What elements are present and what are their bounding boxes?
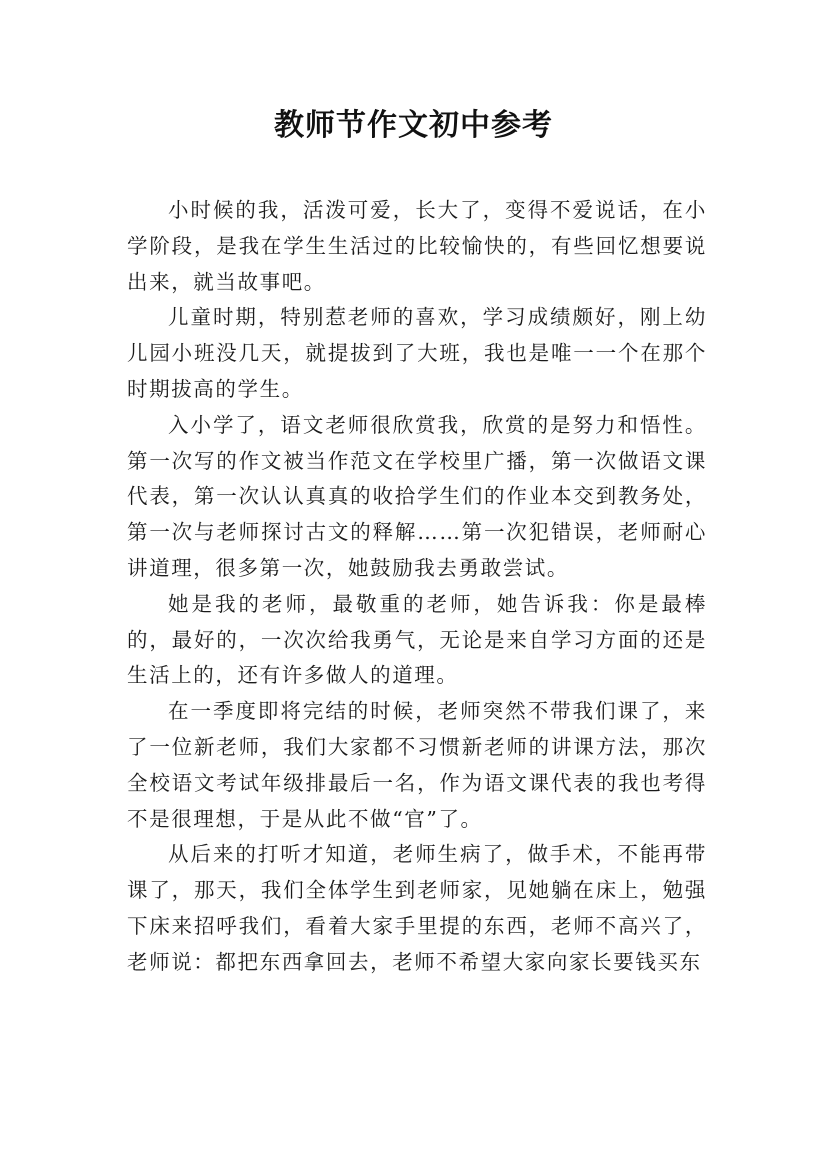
document-body [127, 193, 707, 981]
paragraph: 入小学了，语文老师很欣赏我，欣赏的是努力和悟性。第一次写的作文被当作范文在学校里广播，第一次做语文课代表，第一次认认真真的收拾学生们的作业本交到教务处，第一次与老师探讨古文的释解……第一次犯错误，老师耐心讲道理，很多第一次，她鼓励我去勇敢尝试。 [127, 412, 707, 580]
paragraph: 她是我的老师，最敬重的老师，她告诉我：你是最棒的，最好的，一次次给我勇气，无论是来自学习方面的还是生活上的，还有许多做人的道理。 [127, 591, 707, 688]
paragraph: 在一季度即将完结的时候，老师突然不带我们课了，来了一位新老师，我们大家都不习惯新老师的讲课方法，那次全校语文考试年级排最后一名，作为语文课代表的我也考得不是很理想，于是从此不做“官”了。 [127, 699, 707, 831]
paragraph: 儿童时期，特别惹老师的喜欢，学习成绩颇好，刚上幼儿园小班没几天，就提拔到了大班，我也是唯一一个在那个时期拔高的学生。 [127, 305, 707, 401]
paragraph: 小时候的我，活泼可爱，长大了，变得不爱说话，在小学阶段，是我在学生生活过的比较愉快的，有些回忆想要说出来，就当故事吧。 [127, 198, 707, 294]
document-title: 教师节作文初中参考 [274, 108, 553, 143]
paragraph: 从后来的打听才知道，老师生病了，做手术，不能再带课了，那天，我们全体学生到老师家，见她躺在床上，勉强下床来招呼我们，看着大家手里提的东西，老师不高兴了，老师说：都把东西拿回去，老师不希望大家向家长要钱买东 [127, 842, 707, 974]
